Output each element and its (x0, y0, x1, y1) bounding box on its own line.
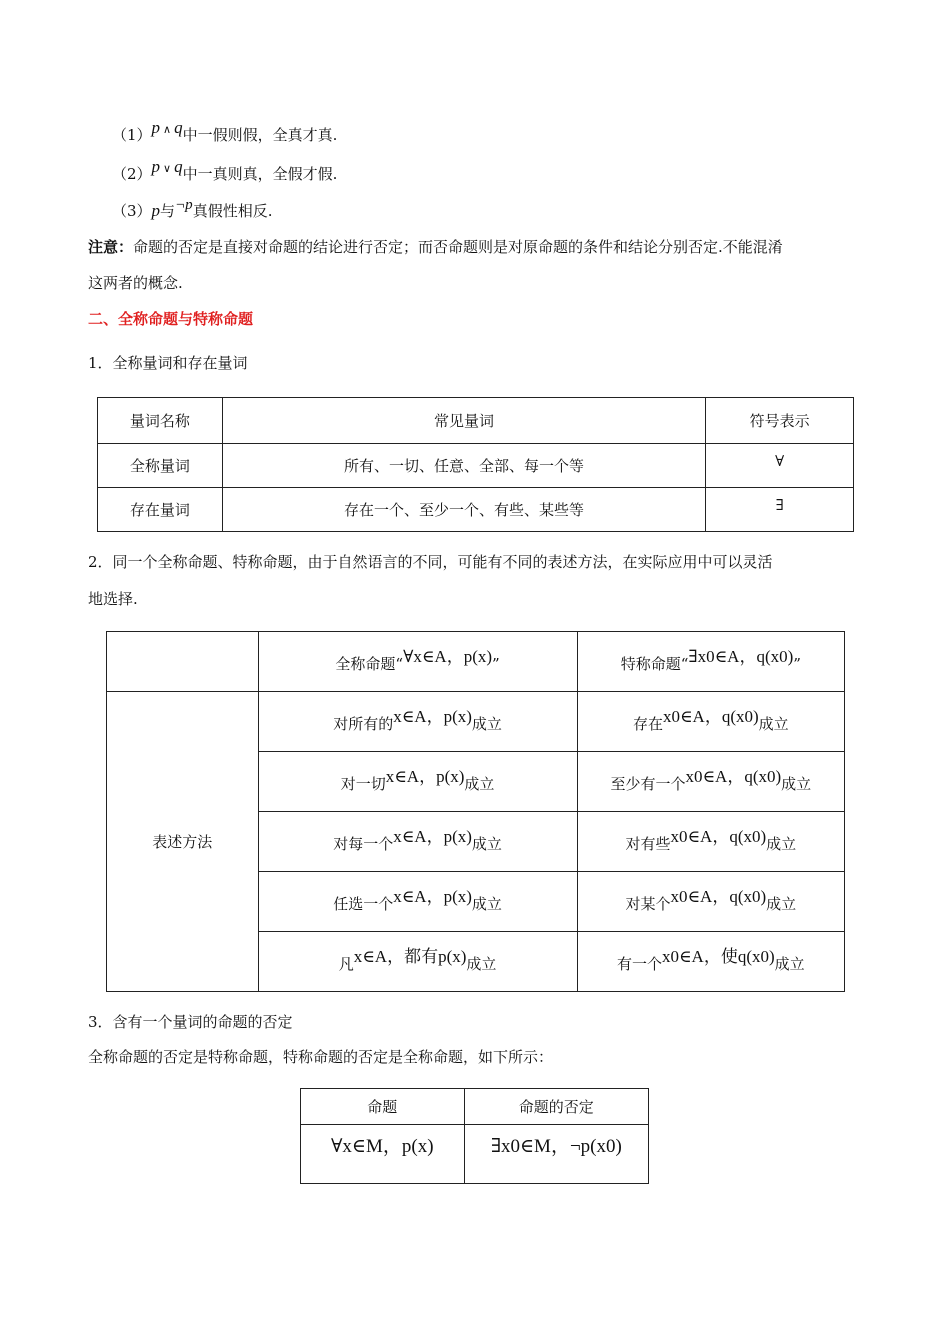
table-row (98, 444, 854, 488)
table-row (107, 692, 845, 752)
expression-table (106, 631, 845, 992)
exists-symbol: ∃ (706, 488, 854, 532)
negation-cell: ∃x0∈M，¬p(x0) (464, 1125, 648, 1184)
table-cell: 对有些x0∈A，q(x0)成立 (577, 812, 844, 872)
table-cell: 对每一个x∈A，p(x)成立 (258, 812, 577, 872)
section-title: 二、全称命题与特称命题 (88, 310, 254, 328)
table-row (98, 488, 854, 532)
row-label: 表述方法 (107, 692, 259, 992)
header-cell-existential: 特称命题“∃x0∈A，q(x0)” (577, 632, 844, 692)
table-header-row (107, 632, 845, 692)
table-header-row (98, 398, 854, 444)
table-row (301, 1125, 649, 1184)
table-cell: 对所有的x∈A，p(x)成立 (258, 692, 577, 752)
table-cell: 有一个x0∈A，使q(x0)成立 (577, 932, 844, 992)
quantifier-table (97, 397, 854, 532)
table-cell: 凡x∈A，都有p(x)成立 (258, 932, 577, 992)
item-2-line-1: 2．同一个全称命题、特称命题，由于自然语言的不同，可能有不同的表述方法，在实际应用中可以灵活 (88, 553, 773, 571)
forall-symbol: ∀ (706, 444, 854, 488)
rule-1: （1）p ∧ q中一假则假，全真才真. (112, 118, 338, 144)
item-2-line-2: 地选择. (88, 590, 138, 608)
item-1-heading: 1．全称量词和存在量词 (88, 354, 248, 372)
header-cell: 量词名称 (98, 398, 223, 444)
table-cell: 至少有一个x0∈A，q(x0)成立 (577, 752, 844, 812)
note-line-2: 这两者的概念. (88, 274, 183, 292)
header-cell-universal: 全称命题“∀x∈A，p(x)” (258, 632, 577, 692)
header-cell: 命题的否定 (464, 1089, 648, 1125)
table-cell: 所有、一切、任意、全部、每一个等 (222, 444, 706, 488)
empty-cell (107, 632, 259, 692)
item-3-description: 全称命题的否定是特称命题，特称命题的否定是全称命题，如下所示： (88, 1048, 554, 1066)
rule-2: （2）p ∨ q中一真则真，全假才假. (112, 157, 338, 183)
table-cell: 对某个x0∈A，q(x0)成立 (577, 872, 844, 932)
table-cell: 存在一个、至少一个、有些、某些等 (222, 488, 706, 532)
table-cell: 对一切x∈A，p(x)成立 (258, 752, 577, 812)
table-header-row (301, 1089, 649, 1125)
table-cell: 全称量词 (98, 444, 223, 488)
header-cell: 命题 (301, 1089, 465, 1125)
table-cell: 存在x0∈A，q(x0)成立 (577, 692, 844, 752)
item-3-heading: 3．含有一个量词的命题的否定 (88, 1013, 293, 1031)
rule-3: （3）p与¬p真假性相反. (112, 197, 273, 220)
negation-table (300, 1088, 649, 1184)
proposition-cell: ∀x∈M，p(x) (301, 1125, 465, 1184)
table-cell: 存在量词 (98, 488, 223, 532)
note-line-1: 注意：命题的否定是直接对命题的结论进行否定；而否命题则是对原命题的条件和结论分别否定.不能混淆 (88, 238, 783, 256)
header-cell: 符号表示 (706, 398, 854, 444)
header-cell: 常见量词 (222, 398, 706, 444)
table-cell: 任选一个x∈A，p(x)成立 (258, 872, 577, 932)
